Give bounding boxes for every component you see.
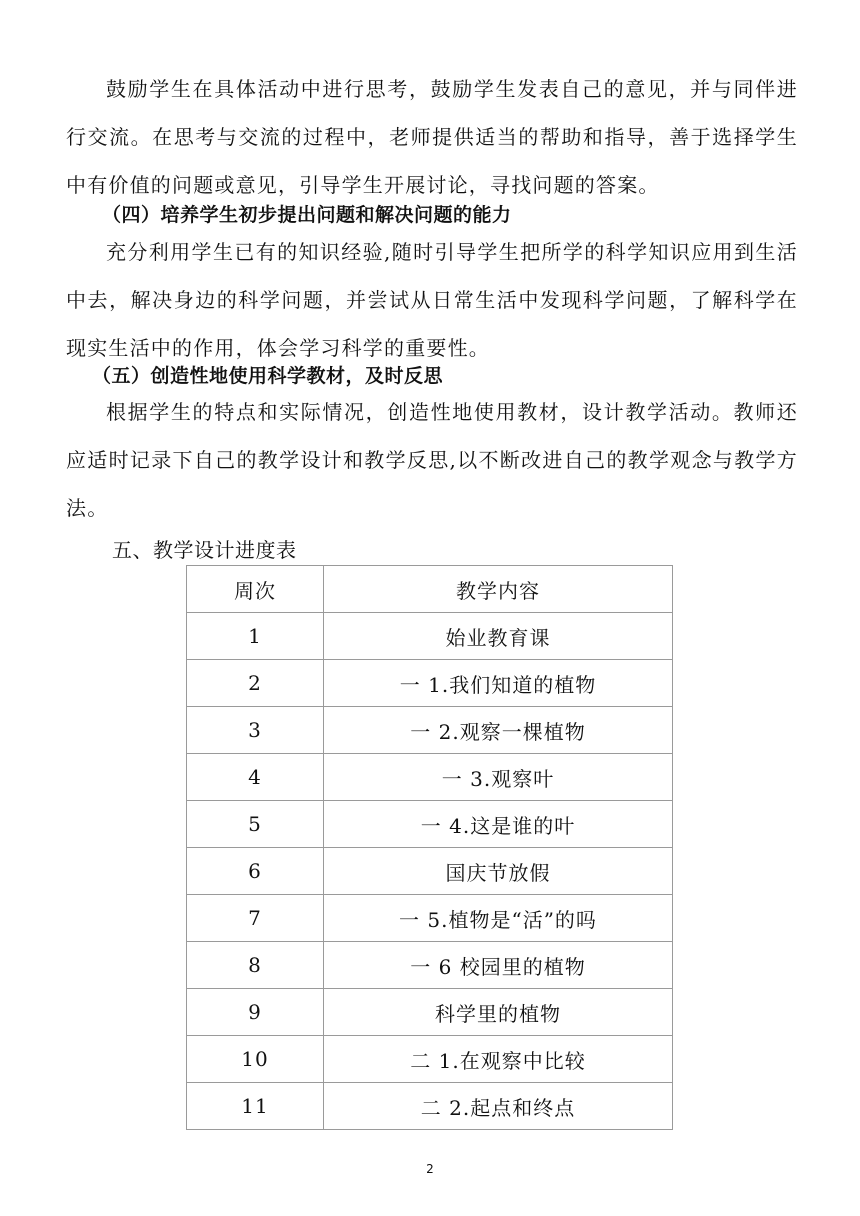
- paragraph-encourage-thinking: 鼓励学生在具体活动中进行思考，鼓励学生发表自己的意见，并与同伴进行交流。在思考与交流的过程中，老师提供适当的帮助和指导，善于选择学生中有价值的问题或意见，引导学生开展讨论，寻找问题的答案。: [66, 77, 798, 197]
- cell-week: 10: [187, 1036, 324, 1083]
- cell-week: 7: [187, 895, 324, 942]
- paragraph-apply-knowledge: 充分利用学生已有的知识经验,随时引导学生把所学的科学知识应用到生活中去，解决身边的科学问题，并尝试从日常生活中发现科学问题，了解科学在现实生活中的作用，体会学习科学的重要性。: [66, 240, 798, 360]
- column-header-week: 周次: [187, 566, 324, 613]
- heading-section-four: （四）培养学生初步提出问题和解决问题的能力: [102, 204, 512, 226]
- cell-week: 5: [187, 801, 324, 848]
- cell-content: 一 5.植物是“活”的吗: [324, 895, 673, 942]
- cell-week: 2: [187, 660, 324, 707]
- cell-content: 一 6 校园里的植物: [324, 942, 673, 989]
- paragraph-creative-use: 根据学生的特点和实际情况，创造性地使用教材，设计教学活动。教师还应适时记录下自己的教学设计和教学反思,以不断改进自己的教学观念与教学方法。: [66, 400, 798, 520]
- cell-content: 二 2.起点和终点: [324, 1083, 673, 1130]
- cell-week: 9: [187, 989, 324, 1036]
- cell-week: 8: [187, 942, 324, 989]
- column-header-content: 教学内容: [324, 566, 673, 613]
- cell-content: 一 4.这是谁的叶: [324, 801, 673, 848]
- table-row: [187, 801, 673, 848]
- cell-content: 二 1.在观察中比较: [324, 1036, 673, 1083]
- table-row: [187, 848, 673, 895]
- section-title-schedule: 五、教学设计进度表: [112, 538, 297, 562]
- cell-content: 一 3.观察叶: [324, 754, 673, 801]
- table-row: [187, 1083, 673, 1130]
- cell-week: 6: [187, 848, 324, 895]
- cell-week: 4: [187, 754, 324, 801]
- schedule-table: [186, 565, 673, 1130]
- table-header-row: [187, 566, 673, 613]
- cell-content: 国庆节放假: [324, 848, 673, 895]
- heading-section-five: （五）创造性地使用科学教材，及时反思: [92, 365, 444, 387]
- page-number: 2: [426, 1162, 434, 1176]
- table-row: [187, 895, 673, 942]
- cell-week: 11: [187, 1083, 324, 1130]
- table-row: [187, 613, 673, 660]
- table-row: [187, 660, 673, 707]
- cell-content: 一 2.观察一棵植物: [324, 707, 673, 754]
- cell-content: 科学里的植物: [324, 989, 673, 1036]
- table-row: [187, 754, 673, 801]
- cell-week: 3: [187, 707, 324, 754]
- cell-content: 一 1.我们知道的植物: [324, 660, 673, 707]
- table-row: [187, 989, 673, 1036]
- table-row: [187, 707, 673, 754]
- cell-content: 始业教育课: [324, 613, 673, 660]
- cell-week: 1: [187, 613, 324, 660]
- table-row: [187, 942, 673, 989]
- table-row: [187, 1036, 673, 1083]
